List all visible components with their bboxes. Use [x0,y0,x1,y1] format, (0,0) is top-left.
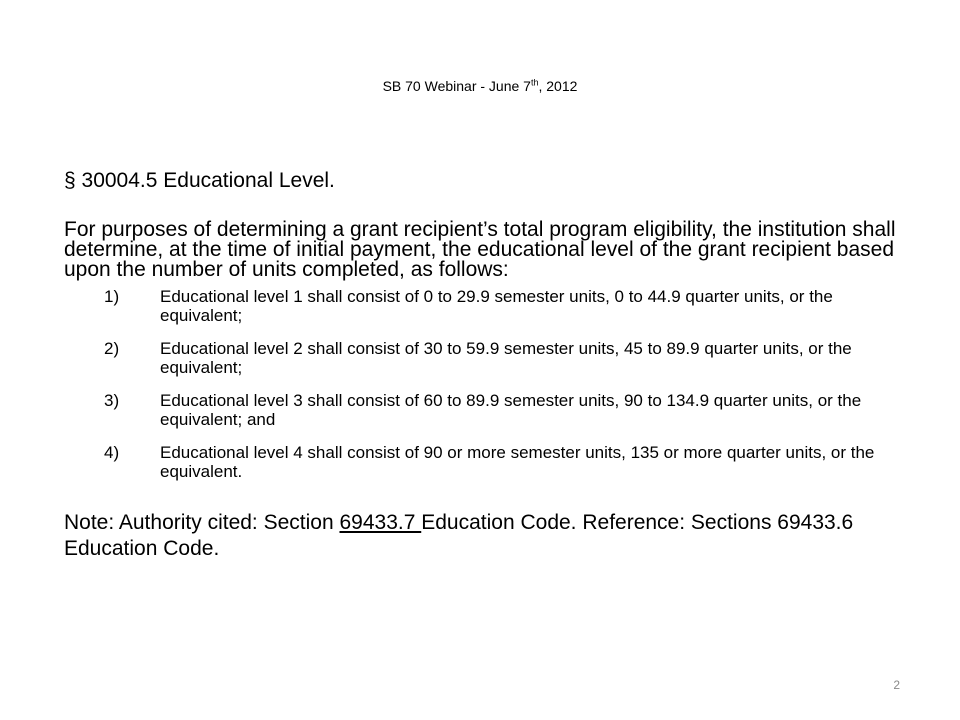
note-text-end: Education Code. Reference: Sections 69433.6 Education Code. [64,511,854,560]
list-item-number: 1) [104,287,120,306]
list-item-number: 3) [104,391,120,410]
list-item-text: Educational level 2 shall consist of 30 to 59.9 semester units, 45 to 89.9 quarter units, or the equivalent; [160,339,852,377]
slide-header [0,76,960,96]
list-item [64,339,904,377]
header-superscript: th [530,77,539,88]
list-item-text: Educational level 1 shall consist of 0 to 29.9 semester units, 0 to 44.9 quarter units, or the equivalent; [160,287,833,325]
header-text-end: , 2012 [538,78,578,94]
citation-note [64,510,904,562]
list-item-number: 2) [104,339,120,358]
list-item [64,287,904,325]
list-item-number: 4) [104,443,120,462]
slide-content [64,167,904,562]
header-text: SB 70 Webinar - June 7 [382,78,531,94]
section-title: § 30004.5 Educational Level. [64,169,335,192]
note-text: Note: Authority cited: Section [64,511,340,534]
list-item [64,391,904,429]
body-paragraph: For purposes of determining a grant recipient’s total program eligibility, the institution shall determine, at the time of initial payment, the educational level of the grant recipient based upon the number of units completed, as follows: [64,218,896,281]
list-item-text: Educational level 3 shall consist of 60 to 89.9 semester units, 90 to 134.9 quarter units, or the equivalent; and [160,391,862,429]
educational-level-list [64,287,904,481]
page-number: 2 [893,678,900,692]
section-link[interactable]: 69433.7 [339,511,422,534]
list-item-text: Educational level 4 shall consist of 90 or more semester units, 135 or more quarter units, or the equivalent. [160,443,875,481]
list-item [64,443,904,481]
